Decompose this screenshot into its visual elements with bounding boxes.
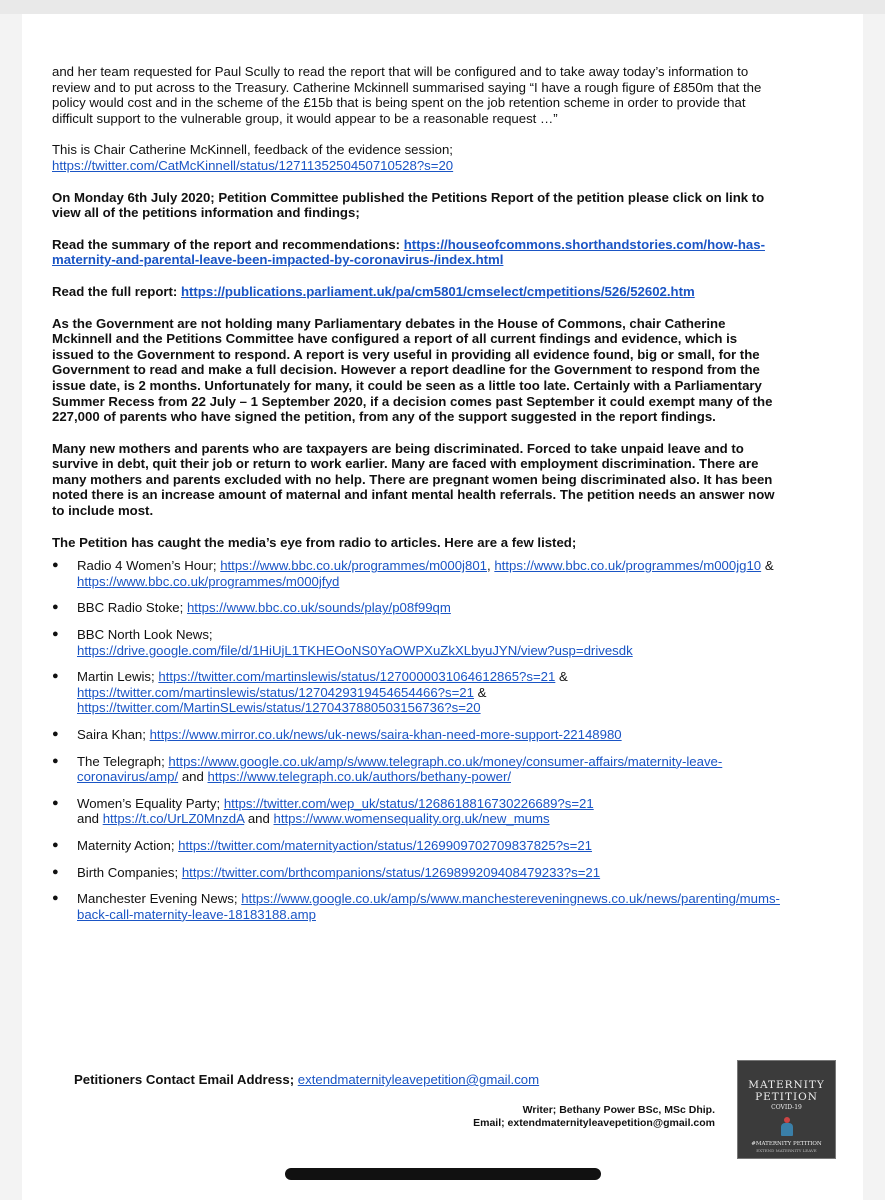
list-item-telegraph [52,754,782,785]
list-item-manchester-evening-news [52,891,782,922]
maternity-petition-logo [737,1060,836,1159]
paragraph-report-published: On Monday 6th July 2020; Petition Committee published the Petitions Report of the petition please click on link to view all of the petitions information and findings; [52,189,765,221]
lewis-label: Martin Lewis; [77,669,155,685]
contact-email-link[interactable]: extendmaternityleavepetition@gmail.com [297,1072,540,1087]
logo-line-maternity: MATERNITY [748,1079,825,1091]
radio4-link-3[interactable]: https://www.bbc.co.uk/programmes/m000jfyd [77,573,340,589]
lewis-link-1[interactable]: https://twitter.com/martinslewis/status/1270000031064612865?s=21 [158,669,556,685]
khan-label: Saira Khan; [77,727,146,742]
telegraph-link-1[interactable]: https://www.google.co.uk/amp/s/www.telegraph.co.uk/money/consumer-affairs/maternity-leave-coronavirus/amp/ [77,753,723,785]
wep-label: Women’s Equality Party; [77,795,221,811]
media-list [52,558,782,922]
bc-label: Birth Companies; [77,864,179,880]
stoke-label: BBC Radio Stoke; [77,600,184,616]
summary-report-link[interactable]: https://houseofcommons.shorthandstories.com/how-has-maternity-and-parental-leave-been-impacted-by-coronavirus-/index.html [52,236,765,268]
lewis-link-3[interactable]: https://twitter.com/MartinSLewis/status/1270437880503156736?s=20 [77,700,481,716]
paragraph-full-report [52,284,782,300]
telegraph-link-2[interactable]: https://www.telegraph.co.uk/authors/bethany-power/ [207,769,511,785]
lewis-link-2[interactable]: https://twitter.com/martinslewis/status/1270429319454654466?s=21 [77,684,474,700]
list-item-radio4: ● Radio 4 Women’s Hour; https://www.bbc.co.uk/programmes/m000j801, https://www.bbc.co.uk/programmes/m000jg10 & https://www.bbc.co.uk/programmes/m000jfyd [52,558,782,589]
contact-line [74,1072,539,1087]
chair-feedback-text: This is Chair Catherine McKinnell, feedback of the evidence session; [52,142,453,158]
logo-line-hashtag: #MATERNITY PETITION [751,1141,822,1147]
radio4-label: Radio 4 Women’s Hour; [77,558,217,574]
logo-line-covid: COVID-19 [771,1104,802,1111]
wep-link-1[interactable]: https://twitter.com/wep_uk/status/1268618816730226689?s=21 [223,795,594,811]
khan-link[interactable]: https://www.mirror.co.uk/news/uk-news/saira-khan-need-more-support-22148980 [149,727,622,742]
full-report-link[interactable]: https://publications.parliament.uk/pa/cm5801/cmselect/cmpetitions/526/52602.htm [180,283,695,299]
page-margin-left [0,14,22,1200]
mother-figure-icon [779,1117,795,1137]
chair-feedback-link[interactable]: https://twitter.com/CatMcKinnell/status/1271135250450710528?s=20 [52,157,454,173]
ma-link[interactable]: https://twitter.com/maternityaction/status/1269909702709837825?s=21 [178,837,593,853]
wep-and-2: and [247,811,270,827]
wep-link-3[interactable]: https://www.womensequality.org.uk/new_mums [273,811,550,827]
writer-email: Email; extendmaternityleavepetition@gmail.com [473,1117,715,1129]
list-item-north-look [52,627,782,658]
wep-and-1: and [77,811,100,827]
document-body [52,64,782,933]
lewis-amp-2: & [477,684,487,700]
men-link[interactable]: https://www.google.co.uk/amp/s/www.manchestereveningnews.co.uk/news/parenting/mums-back-call-maternity-leave-18183188.amp [77,891,780,922]
writer-block [380,1104,715,1130]
bc-link[interactable]: https://twitter.com/brthcompanions/status/1269899209408479233?s=21 [181,864,601,880]
wep-link-2[interactable]: https://t.co/UrLZ0MnzdA [102,811,245,827]
viewer-top-bar [0,0,885,14]
list-item-birth-companies [52,865,782,881]
paragraph-summary-link [52,237,782,268]
paragraph-media-intro: The Petition has caught the media’s eye from radio to articles. Here are a few listed; [52,534,577,550]
logo-line-petition: PETITION [755,1091,818,1103]
home-indicator[interactable] [285,1168,601,1180]
list-item-saira-khan [52,727,782,743]
stoke-link[interactable]: https://www.bbc.co.uk/sounds/play/p08f99qm [186,600,451,616]
ma-label: Maternity Action; [77,837,175,853]
telegraph-and: and [181,769,204,785]
paragraph-chair-feedback [52,142,782,173]
logo-line-tagline: EXTEND MATERNITY LEAVE [756,1148,817,1153]
page-margin-right [863,14,885,1200]
summary-link-label: Read the summary of the report and recommendations: [52,236,401,252]
men-label: Manchester Evening News; [77,891,238,907]
full-report-label: Read the full report: [52,283,178,299]
contact-label: Petitioners Contact Email Address; [74,1072,295,1087]
radio4-link-2[interactable]: https://www.bbc.co.uk/programmes/m000jg10 [494,558,762,574]
writer-name: Writer; Bethany Power BSc, MSc Dhip. [522,1104,715,1116]
list-item-womens-equality [52,796,782,827]
paragraph-evidence-summary: and her team requested for Paul Scully to read the report that will be configured and to take away today’s information to review and to put across to the Treasury. Catherine Mckinnell summarised saying “I have a rough figure of £850m that the policy would cost and in the scheme of the £15b that is being spent on the job retention scheme in order to provide that difficult support to the vulnerable group, it would appear to be a reasonable request …” [52,64,762,126]
paragraph-discrimination: Many new mothers and parents who are taxpayers are being discriminated. Forced to take unpaid leave and to survive in debt, quit their job or return to work earlier. Many are faced with employment discrimination. There are many mothers and parents excluded with no help. There are pregnant women being discriminated also. It has been noted there is an increase amount of maternal and infant mental health referrals. The petition needs an answer now to include most. [52,440,775,519]
list-item-maternity-action [52,838,782,854]
northlook-link[interactable]: https://drive.google.com/file/d/1HiUjL1TKHEOoNS0YaOWPXuZkXLbyuJYN/view?usp=drivesdk [77,642,633,658]
list-item-bbc-stoke [52,600,782,616]
lewis-amp-1: & [559,669,568,685]
northlook-label: BBC North Look News; [77,627,213,643]
telegraph-label: The Telegraph; [77,753,165,769]
list-item-martin-lewis [52,669,782,716]
radio4-ampersand: & [764,558,774,574]
paragraph-government-report: As the Government are not holding many Parliamentary debates in the House of Commons, chair Catherine Mckinnell and the Petitions Committee have configured a report of all current findings and evidence, which is issued to the Government to respond. A report is very useful in providing all evidence found, big or small, for the Government to read and make a full decision. However a report deadline for the Government to respond from the issue date, is 2 months. Unfortunately for many, it could be seen as a little too late. Certainly with a Parliamentary Summer Recess from 22 July – 1 September 2020, if a decision comes past September it could exempt many of the 227,000 of parents who have signed the petition, from any of the support suggested in the report findings. [52,315,773,425]
radio4-link-1[interactable]: https://www.bbc.co.uk/programmes/m000j801 [220,558,487,574]
